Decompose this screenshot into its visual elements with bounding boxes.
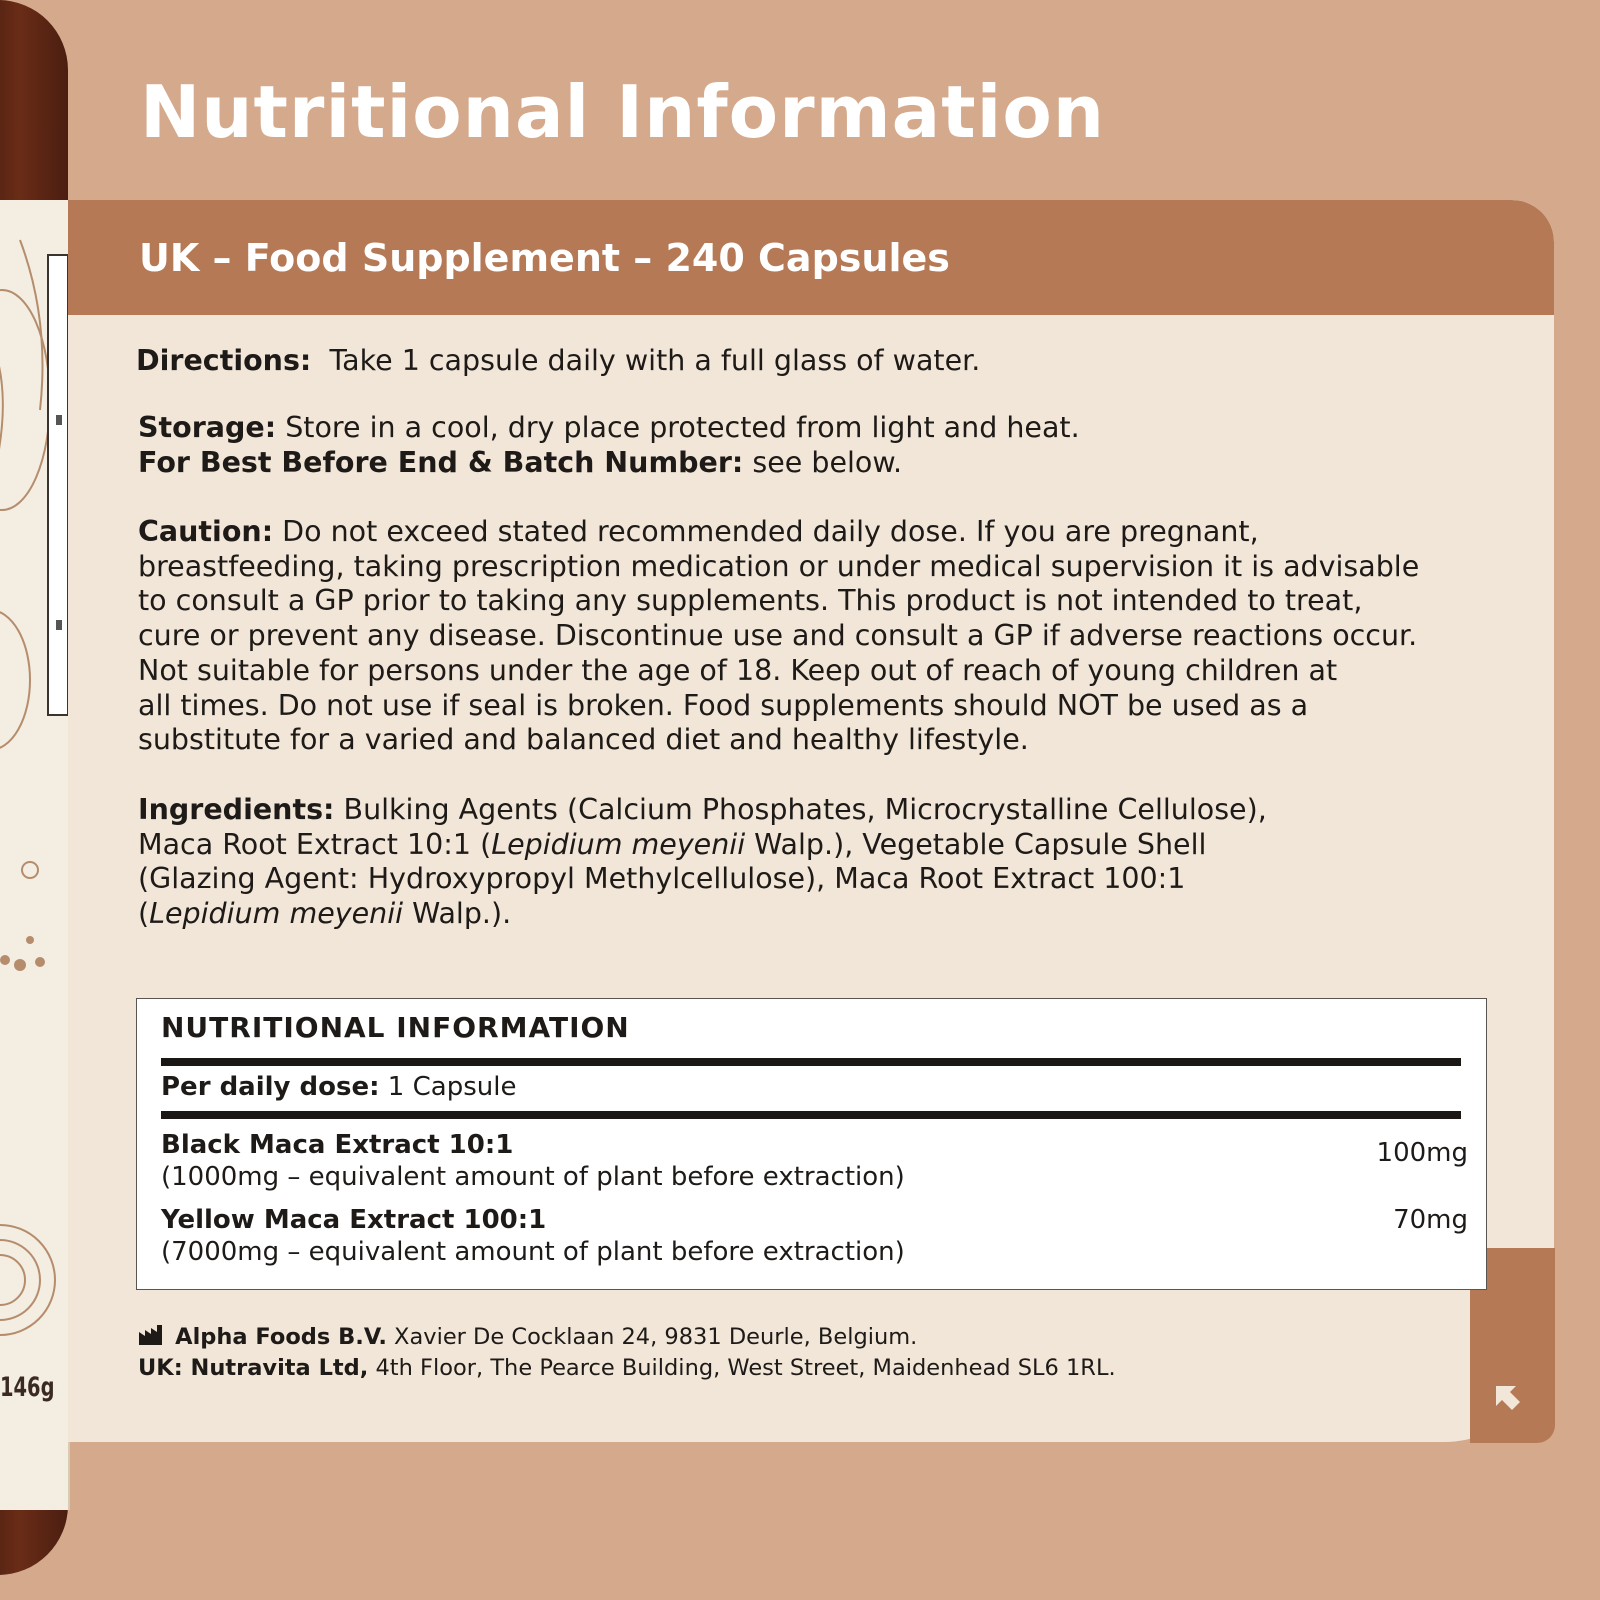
dose-row	[161, 1071, 1468, 1103]
factory-icon	[138, 1324, 164, 1346]
card-header-title: UK – Food Supplement – 240 Capsules	[139, 235, 950, 280]
product-bottle	[0, 0, 68, 1600]
ingredients-line: (Glazing Agent: Hydroxypropyl Methylcellulose), Maca Root Extract 100:1	[138, 862, 1186, 896]
nutrient-row	[161, 1204, 1468, 1268]
nutrient-name: Black Maca Extract 10:1	[161, 1130, 514, 1160]
divider	[161, 1058, 1461, 1066]
storage-label: Storage:	[138, 411, 277, 444]
page-title: Nutritional Information	[140, 70, 1106, 154]
caution-label: Caution:	[138, 515, 274, 548]
manufacturer-address: Xavier De Cocklaan 24, 9831 Deurle, Belgium.	[394, 1324, 918, 1350]
ingredients-line: Bulking Agents (Calcium Phosphates, Microcrystalline Cellulose),	[343, 793, 1267, 826]
caution-line: all times. Do not use if seal is broken. Food supplements should NOT be used as a	[138, 688, 1309, 722]
caution-line: Do not exceed stated recommended daily dose. If you are pregnant,	[282, 515, 1259, 548]
nutrient-note: (7000mg – equivalent amount of plant before extraction)	[161, 1237, 905, 1267]
caution-line: cure or prevent any disease. Discontinue use and consult a GP if adverse reactions occur.	[138, 619, 1418, 653]
uk-distributor-address: 4th Floor, The Pearce Building, West Street, Maidenhead SL6 1RL.	[375, 1355, 1116, 1381]
ingredients-line: (	[138, 897, 150, 931]
uk-distributor-line	[138, 1355, 1116, 1381]
bottle-label-illustration	[0, 200, 68, 1510]
caution-line: substitute for a varied and balanced diet and healthy lifestyle.	[138, 723, 1029, 757]
manufacturer-line	[138, 1324, 917, 1350]
storage-value: Store in a cool, dry place protected from light and heat.	[285, 411, 1080, 444]
card-header	[68, 200, 1554, 315]
best-before-label: For Best Before End & Batch Number:	[138, 445, 744, 479]
directions-text	[136, 344, 980, 379]
nutrient-name: Yellow Maca Extract 100:1	[161, 1205, 547, 1235]
nutrition-title: NUTRITIONAL INFORMATION	[161, 1011, 630, 1044]
corner-arrow-icon	[1490, 1380, 1524, 1414]
caution-line: Not suitable for persons under the age of 18. Keep out of reach of young children at	[138, 653, 1338, 687]
ingredients-line: Walp.), Vegetable Capsule Shell	[745, 827, 1207, 861]
dose-label: Per daily dose:	[161, 1072, 380, 1102]
ingredients-line: Maca Root Extract 10:1 (	[138, 827, 492, 861]
nutrient-note: (1000mg – equivalent amount of plant before extraction)	[161, 1162, 905, 1192]
caution-text	[138, 515, 1419, 758]
best-before-value: see below.	[752, 445, 903, 479]
ingredients-label: Ingredients:	[138, 793, 335, 826]
caution-line: to consult a GP prior to taking any supplements. This product is not intended to treat,	[138, 584, 1363, 618]
manufacturer-name: Alpha Foods B.V.	[175, 1324, 387, 1350]
bottle-label	[0, 200, 70, 1510]
nutrient-row	[161, 1129, 1468, 1193]
bottle-weight: 146g	[0, 1372, 55, 1403]
nutrition-table	[136, 998, 1487, 1290]
uk-distributor-name: UK: Nutravita Ltd,	[138, 1355, 369, 1381]
divider	[161, 1111, 1461, 1119]
directions-label: Directions:	[136, 344, 312, 377]
nutrient-amount: 100mg	[1376, 1138, 1468, 1168]
ingredients-text	[138, 793, 1267, 932]
storage-text	[138, 411, 1080, 480]
nutrient-amount: 70mg	[1393, 1205, 1468, 1235]
latin-name: Lepidium meyenii	[491, 827, 746, 861]
ingredients-line: Walp.).	[403, 897, 512, 931]
directions-value: Take 1 capsule daily with a full glass of water.	[329, 344, 981, 377]
caution-line: breastfeeding, taking prescription medication or under medical supervision it is advisable	[138, 549, 1420, 583]
dose-value: 1 Capsule	[387, 1072, 517, 1102]
latin-name: Lepidium meyenii	[149, 897, 404, 931]
